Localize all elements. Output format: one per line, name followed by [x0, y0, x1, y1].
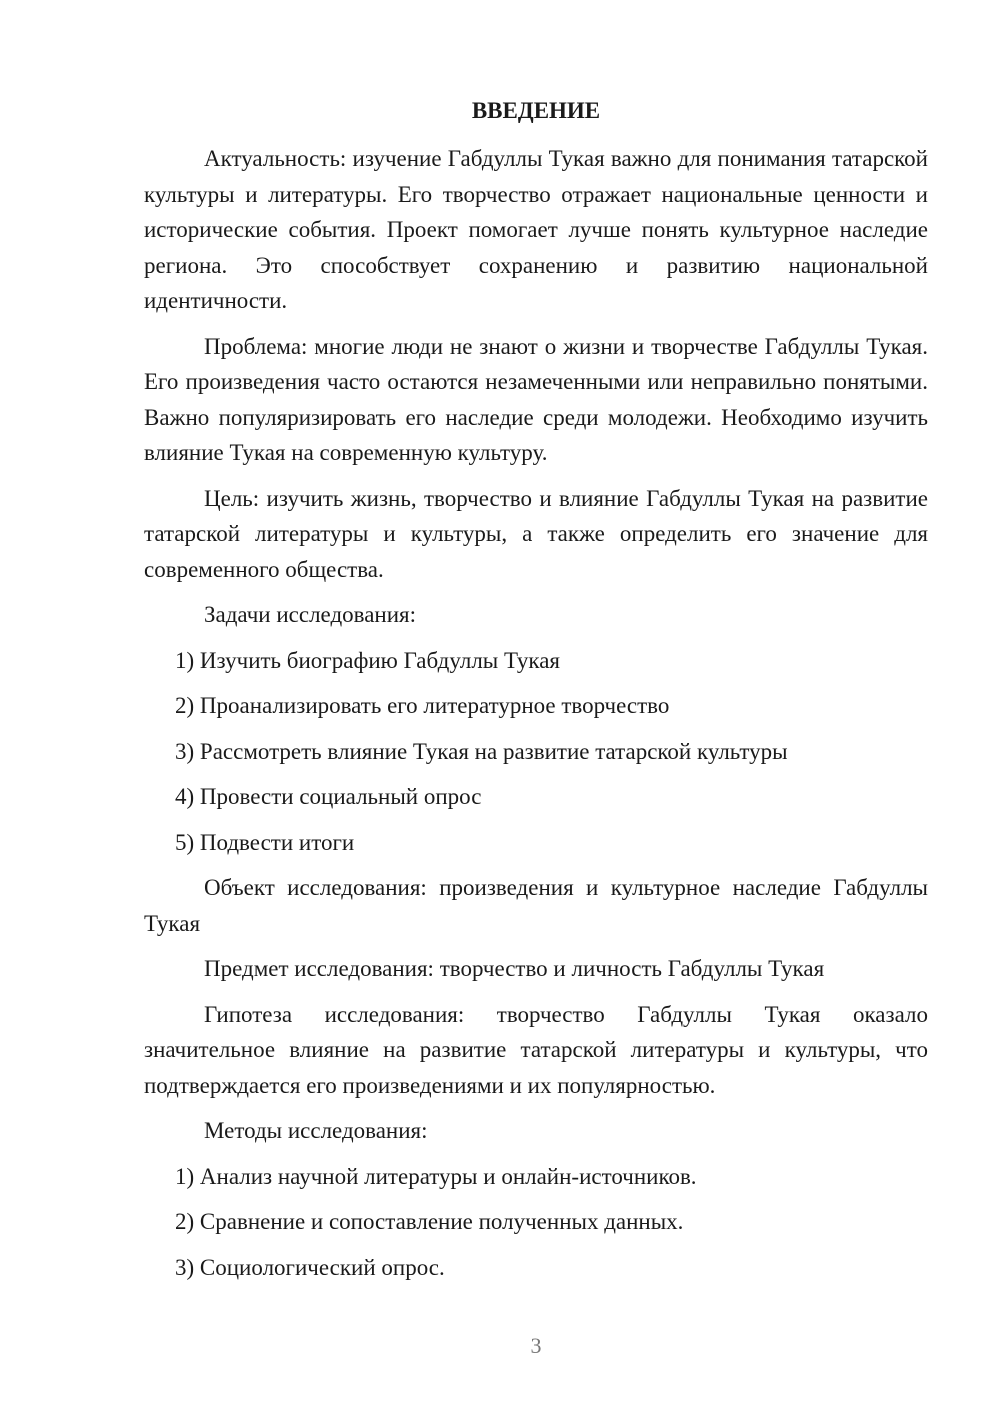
tasks-list: [144, 643, 928, 861]
list-item: 5) Подвести итоги: [175, 829, 355, 855]
document-body: [144, 93, 928, 1295]
methods-label: Методы исследования:: [204, 1118, 428, 1143]
tasks-label: Задачи исследования:: [204, 602, 417, 627]
list-item: 3) Социологический опрос.: [175, 1254, 445, 1280]
list-item: 3) Рассмотреть влияние Тукая на развитие татарской культуры: [175, 738, 788, 764]
relevance-paragraph: Актуальность: изучение Габдуллы Тукая важно для понимания татарской культуры и литературы. Его творчество отражает национальные ценности и исторические события. Проект помогает лучше понять культурное наследие региона. Это способствует сохранению и развитию национальной идентичности.: [144, 146, 928, 313]
methods-list: [144, 1159, 928, 1286]
list-item: 2) Проанализировать его литературное творчество: [175, 693, 670, 718]
list-item: 1) Анализ научной литературы и онлайн-источников.: [175, 1163, 697, 1189]
subject-paragraph: Предмет исследования: творчество и личность Габдуллы Тукая: [204, 956, 825, 981]
hypothesis-paragraph: Гипотеза исследования: творчество Габдуллы Тукая оказало значительное влияние на развитие татарской литературы и культуры, что подтверждается его произведениями и их популярностью.: [144, 1001, 928, 1098]
page-title: ВВЕДЕНИЕ: [471, 98, 601, 123]
object-paragraph: Объект исследования: произведения и культурное наследие Габдуллы Тукая: [144, 875, 928, 936]
goal-paragraph: Цель: изучить жизнь, творчество и влияние Габдуллы Тукая на развитие татарской литературы и культуры, а также определить его значение для современного общества.: [144, 485, 928, 582]
problem-paragraph: Проблема: многие люди не знают о жизни и творчестве Габдуллы Тукая. Его произведения часто остаются незамеченными или неправильно понятыми. Важно популяризировать его наследие среди молодежи. Необходимо изучить влияние Тукая на современную культуру.: [144, 333, 928, 465]
page-number: 3: [530, 1333, 542, 1358]
list-item: 1) Изучить биографию Габдуллы Тукая: [175, 647, 561, 673]
list-item: 4) Провести социальный опрос: [175, 784, 482, 809]
list-item: 2) Сравнение и сопоставление полученных данных.: [175, 1209, 684, 1234]
